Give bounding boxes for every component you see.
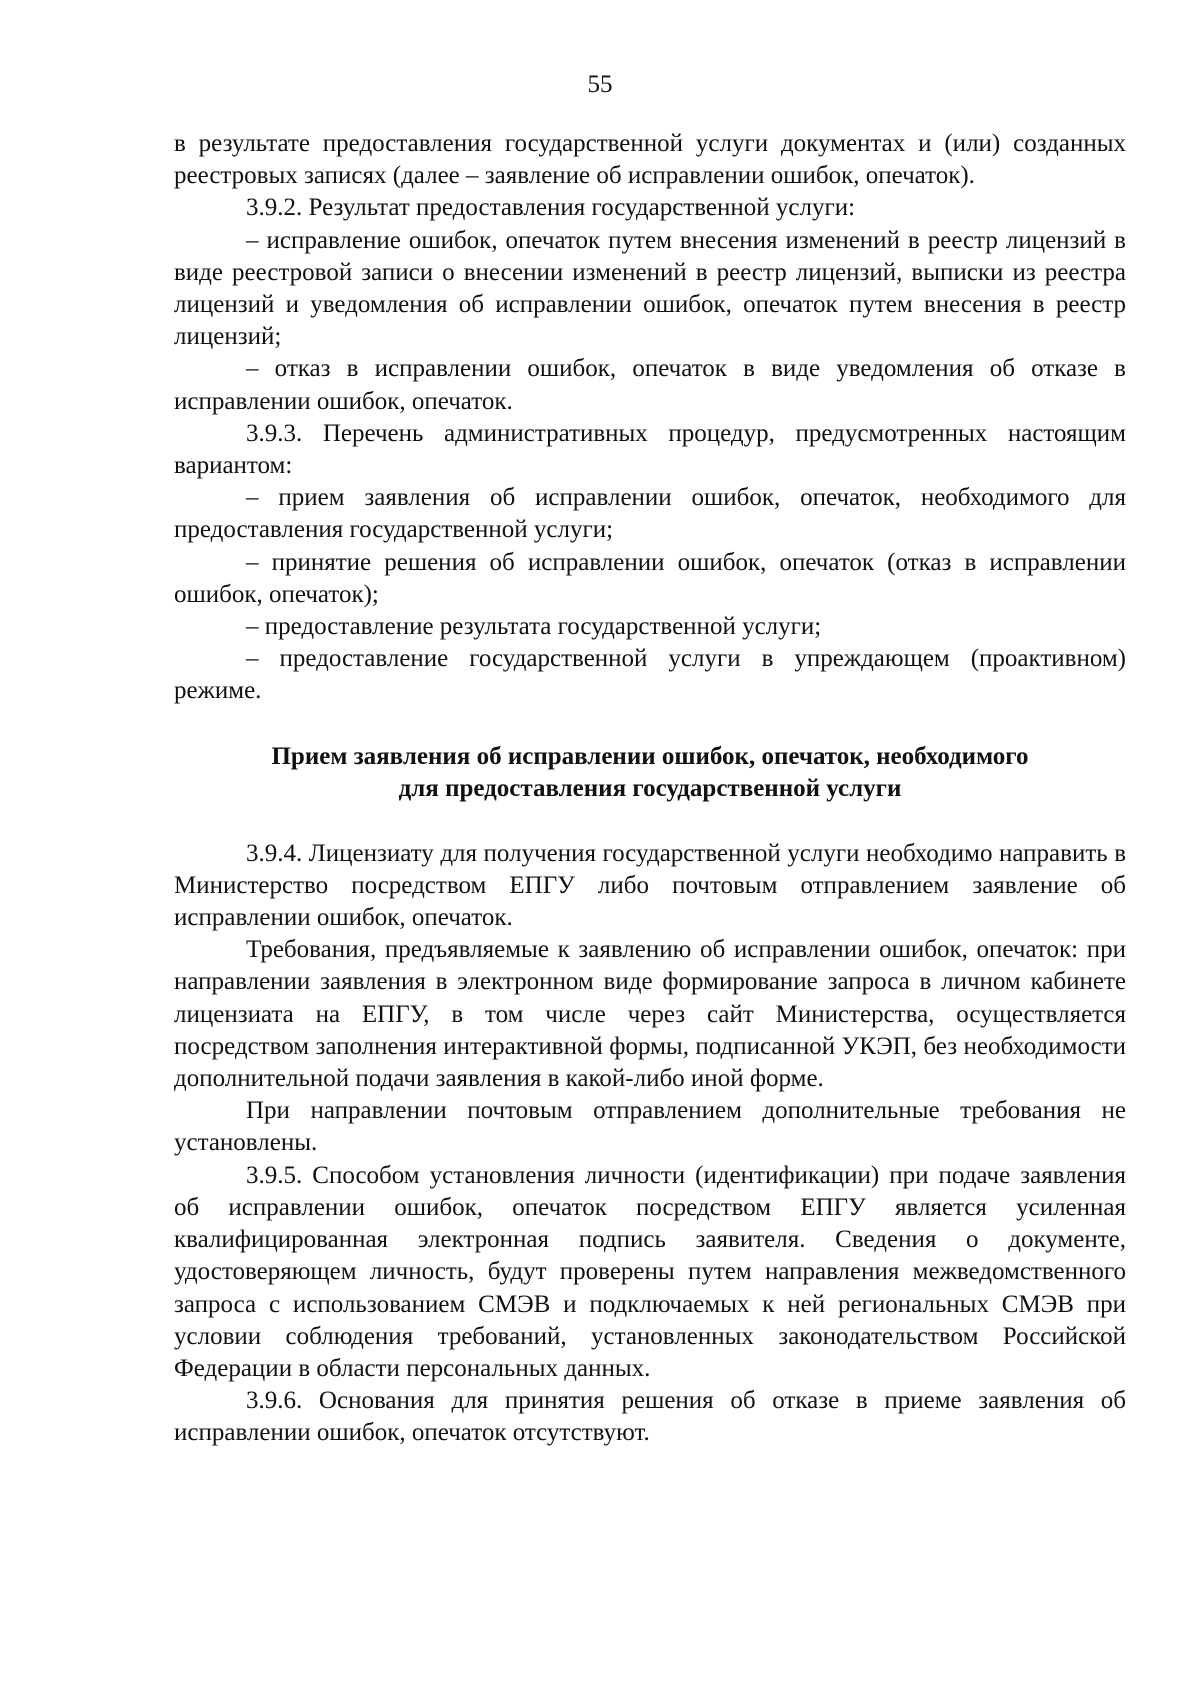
paragraph: 3.9.2. Результат предоставления государственной услуги: <box>246 194 856 222</box>
section-heading-line-2: для предоставления государственной услуги <box>398 774 902 802</box>
section-heading-line-1: Прием заявления об исправлении ошибок, опечаток, необходимого <box>271 742 1029 770</box>
paragraph: – предоставление результата государственной услуги; <box>246 613 822 641</box>
paragraph: 3.9.4. Лицензиату для получения государственной услуги необходимо направить в Министерство посредством ЕПГУ либо почтовым отправлением заявление об исправлении ошибок, опечаток. <box>174 839 1126 932</box>
paragraph: Требования, предъявляемые к заявлению об исправлении ошибок, опечаток: при направлении заявления в электронном виде формирование запроса в личном кабинете лицензиата на ЕПГУ, в том числе через сайт Министерства, осуществляется посредством заполнения интерактивной формы, подписанной УКЭП, без необходимости дополнительной подачи заявления в какой-либо иной форме. <box>174 936 1126 1093</box>
document-body <box>174 128 1126 1450</box>
paragraph: – прием заявления об исправлении ошибок, опечаток, необходимого для предоставления государственной услуги; <box>174 484 1126 544</box>
bottom-section <box>174 838 1126 1450</box>
paragraph: 3.9.6. Основания для принятия решения об отказе в приеме заявления об исправлении ошибок, опечаток отсутствуют. <box>174 1387 1126 1447</box>
paragraph: – принятие решения об исправлении ошибок, опечаток (отказ в исправлении ошибок, опечаток); <box>174 548 1126 608</box>
paragraph: – исправление ошибок, опечаток путем внесения изменений в реестр лицензий в виде реестровой записи о внесении изменений в реестр лицензий, выписки из реестра лицензий и уведомления об исправлении ошибок, опечаток путем внесения в реестр лицензий; <box>174 226 1126 351</box>
paragraph: в результате предоставления государственной услуги документах и (или) созданных реестровых записях (далее – заявление об исправлении ошибок, опечаток). <box>174 130 1126 190</box>
paragraph: При направлении почтовым отправлением дополнительные требования не установлены. <box>174 1097 1126 1157</box>
paragraph: – отказ в исправлении ошибок, опечаток в виде уведомления об отказе в исправлении ошибок, опечаток. <box>174 355 1126 415</box>
paragraph: – предоставление государственной услуги в упреждающем (проактивном) режиме. <box>174 645 1126 705</box>
paragraph: 3.9.5. Способом установления личности (идентификации) при подаче заявления об исправлении ошибок, опечаток посредством ЕПГУ является усиленная квалифицированная электронная подпись заявителя. Сведения о документе, удостоверяющем личность, будут проверены путем направления межведомственного запроса с использованием СМЭВ и подключаемых к ней региональных СМЭВ при условии соблюдения требований, установленных законодательством Российской Федерации в области персональных данных. <box>174 1161 1126 1382</box>
top-section <box>174 128 1126 708</box>
section-heading <box>174 741 1126 805</box>
page-number: 55 <box>587 71 613 98</box>
paragraph: 3.9.3. Перечень административных процедур, предусмотренных настоящим вариантом: <box>174 419 1126 480</box>
